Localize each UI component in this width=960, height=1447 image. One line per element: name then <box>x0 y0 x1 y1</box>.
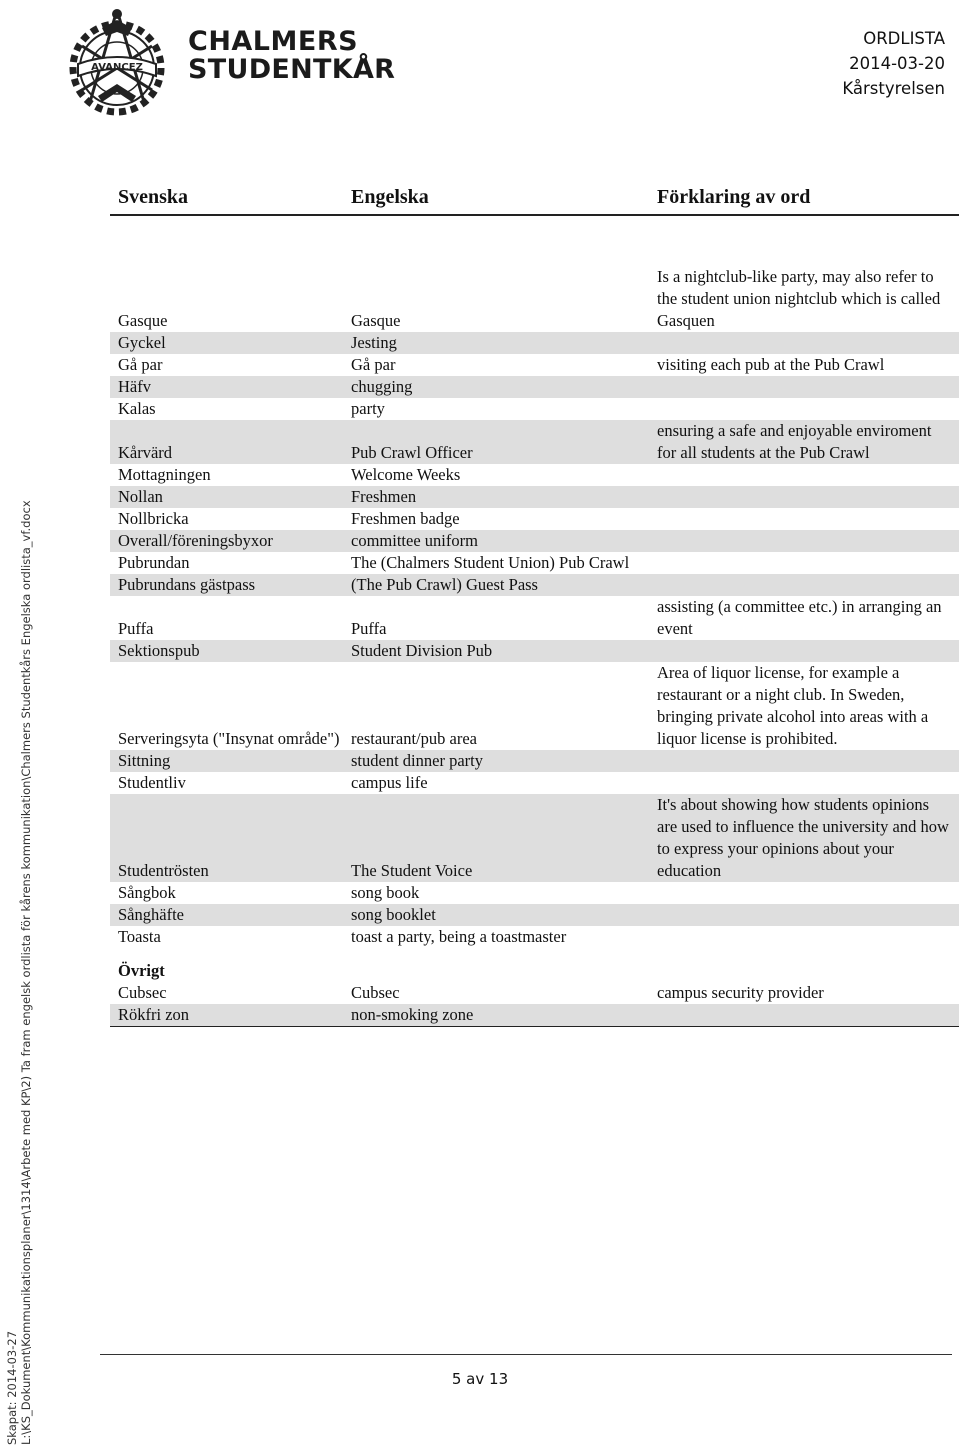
file-path: L:\KS_Dokument\Kommunikationsplaner\1314\Arbete med KP\2) Ta fram engelsk ordlista för kårens kommunikation\Chalmers Studentkårs Engelska ordlista_vf.docx <box>19 500 33 1445</box>
cell-english: The Student Voice <box>351 861 473 880</box>
cell-swedish: Kårvärd <box>118 443 173 462</box>
cell-english: party <box>351 399 385 418</box>
table-row <box>110 574 959 596</box>
cell-english: Welcome Weeks <box>351 465 461 484</box>
cell-swedish: Pubrundans gästpass <box>118 575 256 594</box>
column-header-swedish: Svenska <box>118 186 189 208</box>
cell-english: Cubsec <box>351 983 400 1002</box>
brand-wordmark <box>188 28 395 84</box>
section-title: Övrigt <box>118 961 165 980</box>
section-body <box>110 982 959 1027</box>
cell-swedish: Serveringsyta ("Insynat område") <box>118 729 340 748</box>
cell-swedish: Kalas <box>118 399 156 418</box>
cell-explanation: assisting (a committee etc.) in arranging an event <box>657 597 942 638</box>
logo-motto: AVANCEZ <box>91 62 143 73</box>
cell-explanation: ensuring a safe and enjoyable enviroment for all students at the Pub Crawl <box>657 421 932 462</box>
cell-english: song booklet <box>351 905 436 924</box>
cell-english: committee uniform <box>351 531 478 550</box>
cell-english: Jesting <box>351 333 397 352</box>
cell-swedish: Puffa <box>118 619 154 638</box>
cell-swedish: Sånghäfte <box>118 905 184 924</box>
cell-explanation: visiting each pub at the Pub Crawl <box>657 355 885 374</box>
cell-english: song book <box>351 883 420 902</box>
document-date: 2014-03-20 <box>849 54 945 73</box>
table-row <box>110 376 959 398</box>
table-row <box>110 332 959 354</box>
cell-explanation: Area of liquor license, for example a restaurant or a night club. In Sweden, bringing private alcohol into areas with a liquor license is prohibited. <box>657 663 929 748</box>
crest-icon <box>62 6 172 122</box>
table-row <box>110 750 959 772</box>
cell-swedish: Studentrösten <box>118 861 209 880</box>
table-row <box>110 904 959 926</box>
cell-english: campus life <box>351 773 428 792</box>
cell-english: Student Division Pub <box>351 641 493 660</box>
header-gap <box>110 216 959 266</box>
footer-rule <box>100 1354 952 1355</box>
cell-swedish: Mottagningen <box>118 465 211 484</box>
cell-swedish: Overall/föreningsbyxor <box>118 531 273 550</box>
table-header <box>110 180 959 216</box>
cell-explanation: Is a nightclub-like party, may also refer to the student union nightclub which is called Gasquen <box>657 267 941 330</box>
cell-swedish: Sångbok <box>118 883 176 902</box>
table-row <box>110 420 959 464</box>
document-title: ORDLISTA <box>863 29 945 48</box>
cell-english: Gå par <box>351 355 396 374</box>
cell-english: (The Pub Crawl) Guest Pass <box>351 575 538 594</box>
cell-english: restaurant/pub area <box>351 729 477 748</box>
brand-line-2: STUDENTKÅR <box>188 54 396 85</box>
cell-swedish: Pubrundan <box>118 553 190 572</box>
table-row <box>110 508 959 530</box>
cell-swedish: Nollan <box>118 487 163 506</box>
table-row <box>110 464 959 486</box>
table-row <box>110 982 959 1004</box>
cell-english: Freshmen badge <box>351 509 460 528</box>
document-meta <box>842 26 945 101</box>
cell-english: Gasque <box>351 311 401 330</box>
cell-swedish: Cubsec <box>118 983 167 1002</box>
table-row <box>110 662 959 750</box>
table-row <box>110 398 959 420</box>
page-number: 5 av 13 <box>451 1370 509 1388</box>
cell-swedish: Gå par <box>118 355 163 374</box>
table-row <box>110 552 959 574</box>
cell-english: Pub Crawl Officer <box>351 443 473 462</box>
table-body <box>110 266 959 948</box>
table-row <box>110 882 959 904</box>
table-row <box>110 926 959 948</box>
table-row <box>110 1004 959 1026</box>
created-date: Skapat: 2014-03-27 <box>5 1330 19 1445</box>
column-header-english: Engelska <box>351 186 429 208</box>
cell-swedish: Nollbricka <box>118 509 189 528</box>
cell-swedish: Toasta <box>118 927 161 946</box>
cell-english: student dinner party <box>351 751 483 770</box>
table-row <box>110 794 959 882</box>
cell-swedish: Gasque <box>118 311 168 330</box>
document-author: Kårstyrelsen <box>842 79 945 98</box>
cell-explanation: campus security provider <box>657 983 824 1002</box>
cell-swedish: Sittning <box>118 751 171 770</box>
chalmers-studentkar-logo <box>62 6 172 122</box>
cell-english: toast a party, being a toastmaster <box>351 927 567 946</box>
cell-english: Puffa <box>351 619 387 638</box>
table-row <box>110 640 959 662</box>
table-row <box>110 530 959 552</box>
table-row <box>110 354 959 376</box>
column-header-explanation: Förklaring av ord <box>657 186 811 208</box>
table-row <box>110 486 959 508</box>
cell-explanation: It's about showing how students opinions are used to influence the university and how to express your opinions about your education <box>657 795 949 880</box>
glossary-table <box>110 180 959 1027</box>
cell-swedish: Sektionspub <box>118 641 200 660</box>
cell-english: Freshmen <box>351 487 417 506</box>
cell-swedish: Gyckel <box>118 333 166 352</box>
cell-english: non-smoking zone <box>351 1005 474 1024</box>
table-row <box>110 266 959 332</box>
cell-swedish: Häfv <box>118 377 151 396</box>
cell-swedish: Studentliv <box>118 773 186 792</box>
table-row <box>110 596 959 640</box>
cell-english: The (Chalmers Student Union) Pub Crawl <box>351 553 630 572</box>
table-row <box>110 772 959 794</box>
brand-line-1: CHALMERS <box>188 26 359 57</box>
cell-swedish: Rökfri zon <box>118 1005 190 1024</box>
cell-english: chugging <box>351 377 413 396</box>
